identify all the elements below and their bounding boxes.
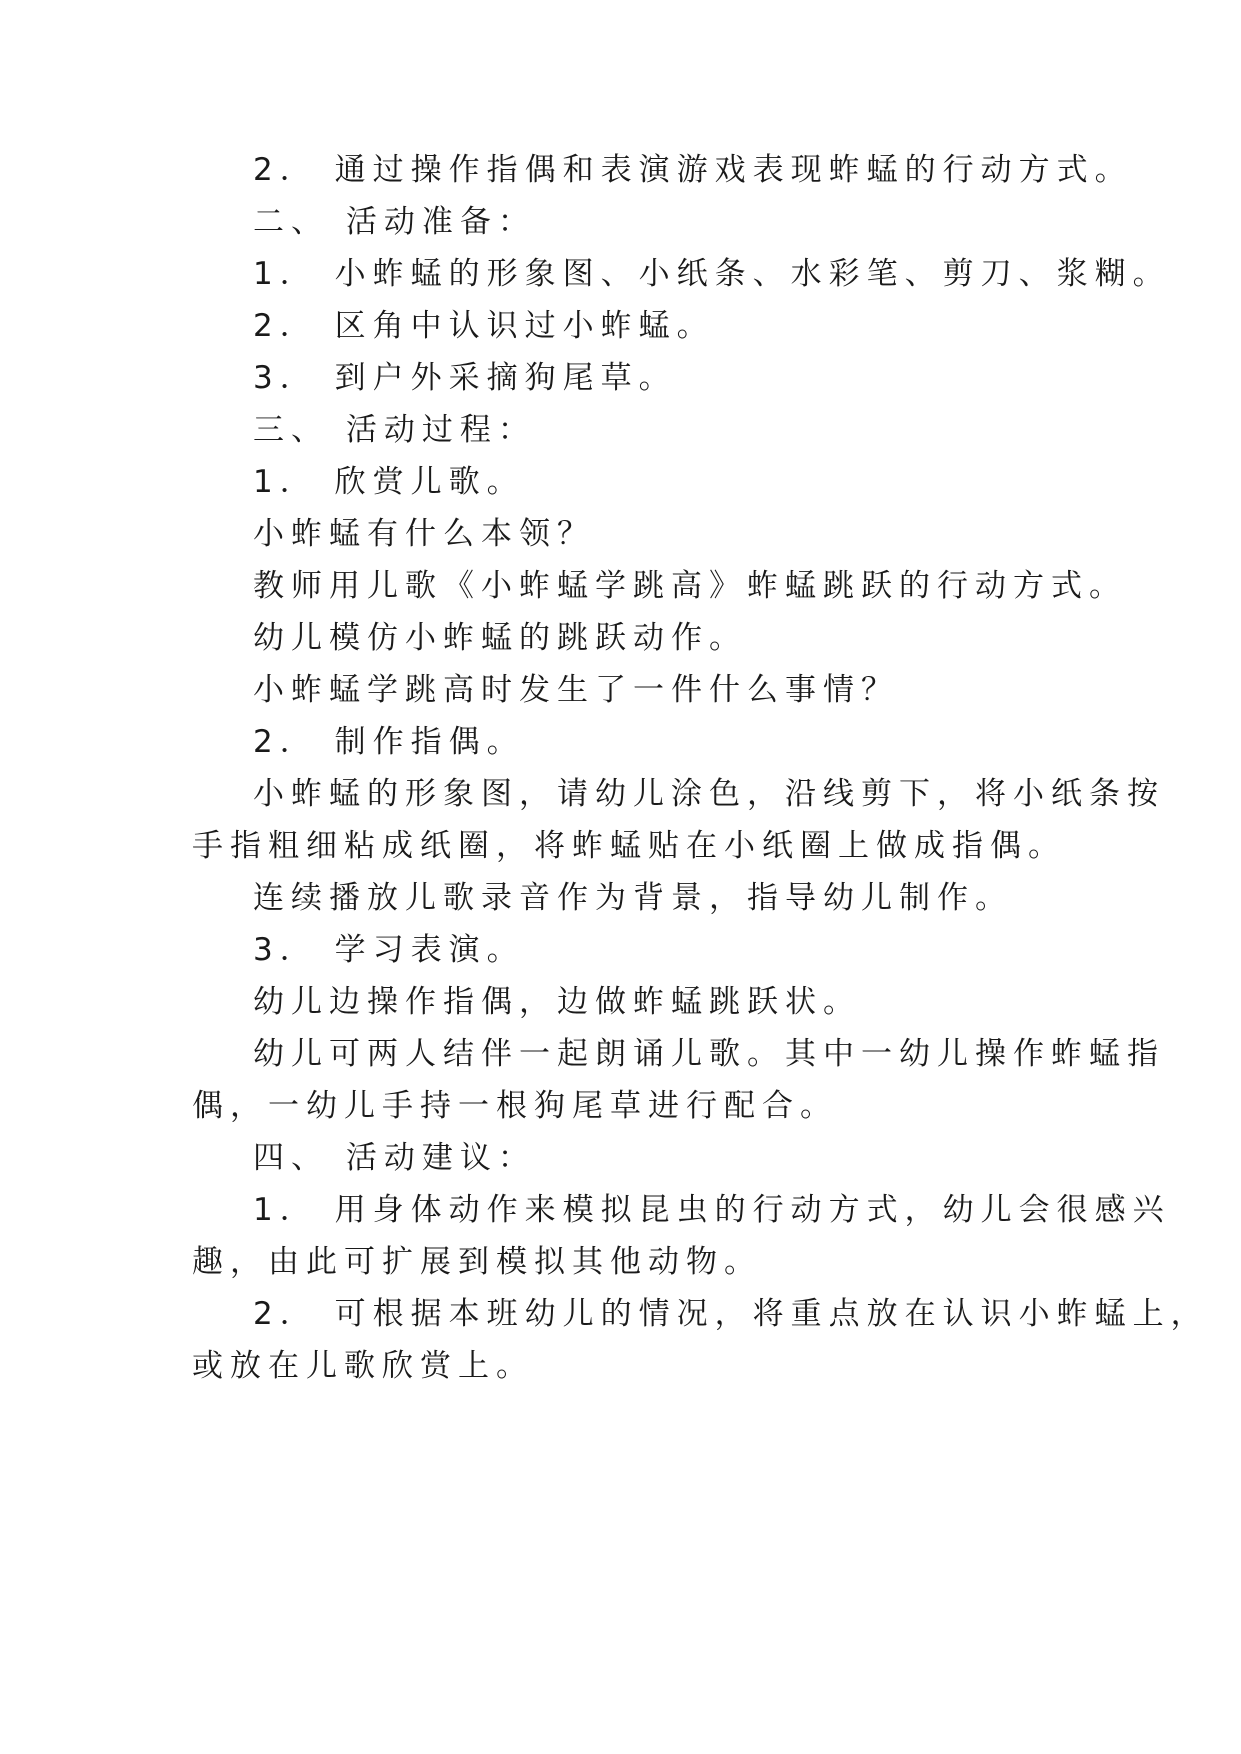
text-line: 幼儿可两人结伴一起朗诵儿歌。其中一幼儿操作蚱蜢指 [253,1036,1165,1072]
text-line: 3． 到户外采摘狗尾草。 [253,360,677,396]
text-line: 幼儿模仿小蚱蜢的跳跃动作。 [253,620,747,656]
text-line: 连续播放儿歌录音作为背景，指导幼儿制作。 [253,880,1013,916]
section-heading: 四、 活动建议： [253,1140,536,1176]
text-line: 小蚱蜢有什么本领？ [253,516,595,552]
text-line: 2． 通过操作指偶和表演游戏表现蚱蜢的行动方式。 [253,152,1133,188]
text-line: 2． 制作指偶。 [253,724,525,760]
text-line: 幼儿边操作指偶，边做蚱蜢跳跃状。 [253,984,861,1020]
text-line: 偶，一幼儿手持一根狗尾草进行配合。 [192,1088,838,1124]
section-heading: 三、 活动过程： [253,412,536,448]
text-line: 3． 学习表演。 [253,932,525,968]
text-line: 小蚱蜢的形象图，请幼儿涂色，沿线剪下，将小纸条按 [253,776,1165,812]
text-line: 或放在儿歌欣赏上。 [192,1348,534,1384]
text-line: 教师用儿歌《小蚱蜢学跳高》蚱蜢跳跃的行动方式。 [253,568,1127,604]
text-line: 1． 小蚱蜢的形象图、小纸条、水彩笔、剪刀、浆糊。 [253,256,1171,292]
text-line: 2． 可根据本班幼儿的情况，将重点放在认识小蚱蜢上， [253,1296,1209,1332]
text-line: 1． 用身体动作来模拟昆虫的行动方式，幼儿会很感兴 [253,1192,1171,1228]
text-line: 小蚱蜢学跳高时发生了一件什么事情？ [253,672,899,708]
text-line: 手指粗细粘成纸圈，将蚱蜢贴在小纸圈上做成指偶。 [192,828,1066,864]
section-heading: 二、 活动准备： [253,204,536,240]
text-line: 2． 区角中认识过小蚱蜢。 [253,308,715,344]
text-line: 1． 欣赏儿歌。 [253,464,525,500]
text-line: 趣，由此可扩展到模拟其他动物。 [192,1244,762,1280]
